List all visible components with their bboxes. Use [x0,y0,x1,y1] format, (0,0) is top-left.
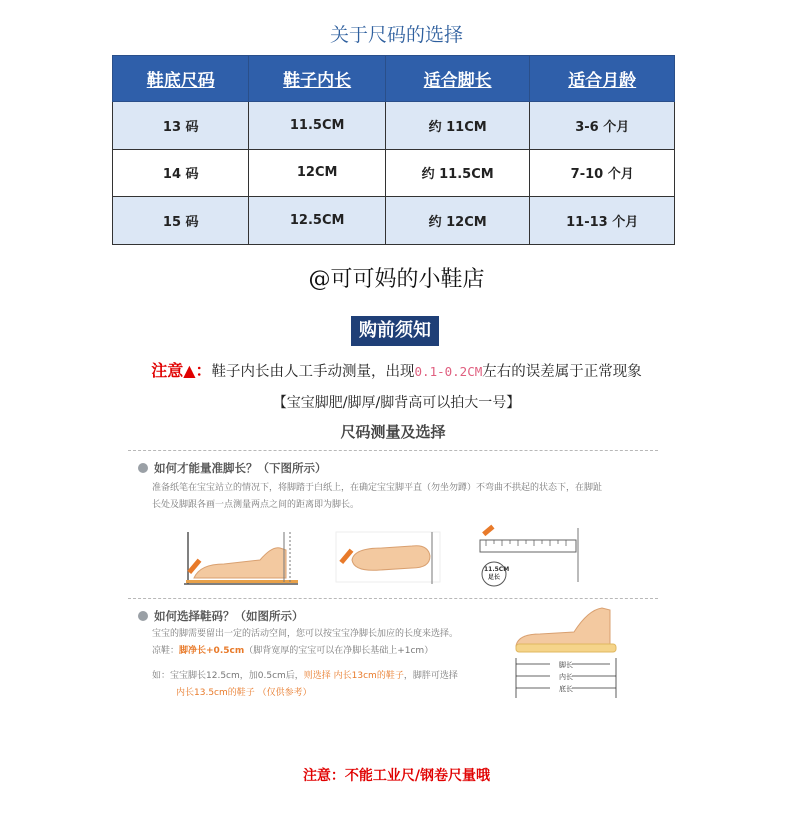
table-cell: 13 码 [113,102,249,150]
choose-instructions [152,626,458,702]
shop-name: @可可妈的小鞋店 [308,267,485,292]
divider [128,598,658,599]
table-header-row [113,56,675,102]
column-header: 适合月龄 [530,56,675,102]
instruction-line: 内长13.5cm的鞋子 （仅供参考） [176,688,312,698]
column-header: 适合脚长 [385,56,530,102]
bottom-warning: 注意：不能工业尺/钢卷尺量哦 [302,768,491,784]
column-header: 鞋子内长 [249,56,385,102]
instruction-part: （脚背宽厚的宝宝可以在净脚长基础上+1cm） [244,646,434,656]
divider [128,450,658,451]
instruction-line: 准备纸笔在宝宝站立的情况下，将脚踏于白纸上，在确定宝宝脚平直（勿坐勿蹲）不弯曲不拱起的状态下，在脚趾 [152,483,603,493]
length-label: 底长 [559,685,573,693]
instruction-part: ，脚胖可选择 [403,671,458,681]
size-guide-panel [128,416,658,716]
question-choose [138,608,304,624]
table-row [113,149,675,197]
instruction-part: 如：宝宝脚长12.5cm，加0.5cm后， [152,671,304,681]
question-measure [138,460,327,476]
table-cell: 12CM [249,149,385,197]
column-header: 鞋底尺码 [113,56,249,102]
instruction-highlight: 脚净长+0.5cm [179,646,245,656]
notice-prefix: 注意▲： [151,361,212,380]
size-table [112,55,675,245]
length-label: 脚长 [559,661,573,669]
table-cell: 3-6 个月 [530,102,675,150]
ruler-badge: 11.5CM 足长 [484,566,510,581]
instruction-line [152,643,458,660]
instruction-highlight: 则选择 内长13cm的鞋子 [303,671,404,681]
table-cell: 约 12CM [385,197,530,245]
table-row [113,197,675,245]
notice-text-b: 左右的误差属于正常现象 [482,364,642,380]
length-label: 内长 [559,673,573,681]
table-row [113,102,675,150]
notice-line [0,358,793,381]
table-cell: 约 11CM [385,102,530,150]
foot-top-illustration [334,528,446,590]
instruction-line: 宝宝的脚需要留出一定的活动空间，您可以按宝宝净脚长加应的长度来选择。 [152,629,459,639]
instruction-line: 长处及脚跟各画一点测量两点之间的距离即为脚长。 [152,500,360,510]
table-cell: 11-13 个月 [530,197,675,245]
foot-side-illustration [180,528,310,590]
table-cell: 7-10 个月 [530,149,675,197]
table-cell: 14 码 [113,149,249,197]
table-cell: 11.5CM [249,102,385,150]
table-cell: 15 码 [113,197,249,245]
spacer [152,660,458,668]
measure-instructions [152,480,602,514]
page-title: 关于尺码的选择 [329,24,463,46]
instruction-line [152,668,458,685]
question-text: 如何选择鞋码？（如图所示） [154,609,304,623]
instruction-part: 凉鞋： [152,646,180,656]
bullet-icon [138,463,148,473]
guide-title: 尺码测量及选择 [340,423,446,441]
notice-title: 购前须知 [351,316,439,346]
notice-tip: 【宝宝脚肥/脚厚/脚背高可以拍大一号】 [272,395,521,411]
question-text: 如何才能量准脚长？（下图所示） [154,461,327,475]
notice-text-a: 鞋子内长由人工手动测量，出现 [211,364,415,380]
table-cell: 12.5CM [249,197,385,245]
table-cell: 约 11.5CM [385,149,530,197]
bullet-icon [138,611,148,621]
notice-highlight: 0.1-0.2CM [414,364,483,379]
